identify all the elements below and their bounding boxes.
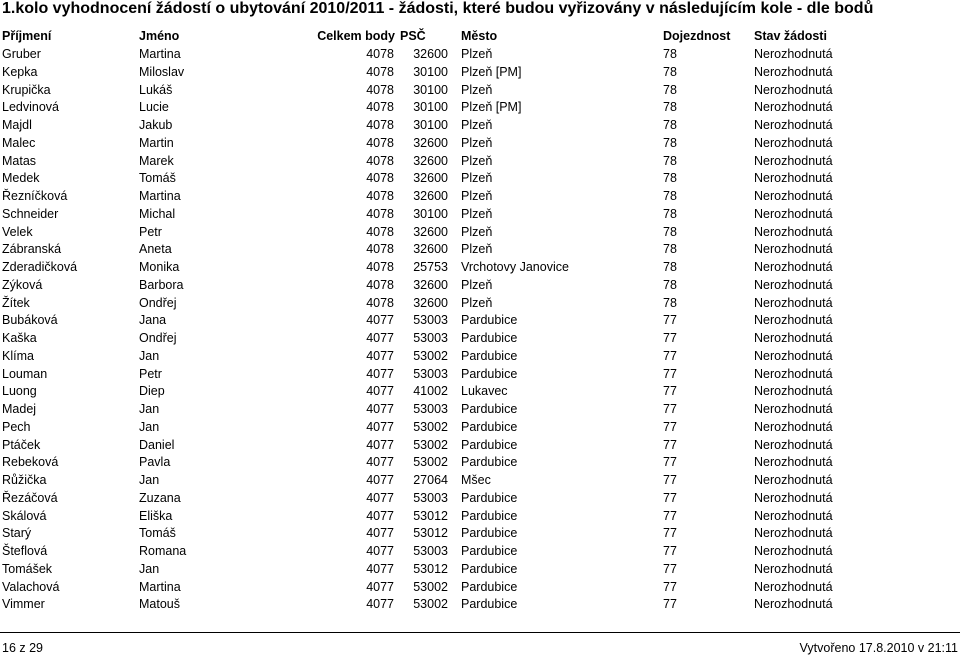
cell-name: Aneta bbox=[139, 242, 172, 257]
cell-city: Plzeň [PM] bbox=[461, 100, 522, 115]
cell-distance: 78 bbox=[663, 47, 677, 61]
cell-status: Nerozhodnutá bbox=[754, 508, 833, 523]
cell-points: 4078 bbox=[366, 206, 394, 221]
cell-name: Jan bbox=[139, 348, 160, 363]
cell-psc: 30100 bbox=[413, 206, 448, 221]
table-row bbox=[0, 561, 960, 579]
cell-name: Marek bbox=[139, 153, 174, 168]
cell-distance: 78 bbox=[663, 153, 677, 168]
cell-distance: 77 bbox=[663, 473, 677, 487]
header-points: Celkem body bbox=[317, 29, 395, 43]
cell-surname: Majdl bbox=[2, 118, 32, 132]
cell-name: Jan bbox=[139, 473, 160, 487]
cell-points: 4077 bbox=[366, 437, 394, 452]
cell-status: Nerozhodnutá bbox=[754, 437, 833, 452]
page-number: 16 z 29 bbox=[2, 641, 44, 655]
table-row bbox=[0, 454, 960, 472]
cell-psc: 32600 bbox=[413, 171, 448, 186]
cell-distance: 78 bbox=[663, 189, 677, 203]
cell-name: Martina bbox=[139, 189, 181, 203]
table-header bbox=[0, 28, 960, 45]
cell-surname: Řezáčová bbox=[2, 490, 58, 505]
cell-city: Pardubice bbox=[461, 366, 518, 381]
cell-psc: 30100 bbox=[413, 100, 448, 115]
cell-distance: 78 bbox=[663, 242, 677, 257]
table-row bbox=[0, 543, 960, 561]
cell-status: Nerozhodnutá bbox=[754, 455, 833, 470]
table-row bbox=[0, 153, 960, 171]
cell-distance: 77 bbox=[663, 508, 677, 523]
table-row bbox=[0, 259, 960, 277]
cell-name: Petr bbox=[139, 366, 162, 381]
cell-city: Pardubice bbox=[461, 561, 518, 576]
cell-name: Jana bbox=[139, 313, 167, 328]
cell-name: Martin bbox=[139, 135, 174, 150]
table-row bbox=[0, 295, 960, 313]
cell-name: Monika bbox=[139, 260, 180, 274]
cell-points: 4077 bbox=[366, 419, 394, 434]
cell-city: Pardubice bbox=[461, 597, 518, 612]
cell-surname: Vimmer bbox=[2, 597, 45, 612]
footer-divider bbox=[0, 632, 960, 633]
cell-name: Martina bbox=[139, 579, 181, 594]
cell-status: Nerozhodnutá bbox=[754, 313, 833, 328]
cell-points: 4078 bbox=[366, 82, 394, 97]
cell-city: Pardubice bbox=[461, 544, 518, 558]
cell-surname: Louman bbox=[2, 366, 48, 381]
cell-distance: 78 bbox=[663, 224, 677, 239]
cell-status: Nerozhodnutá bbox=[754, 295, 833, 310]
table-row bbox=[0, 579, 960, 597]
cell-distance: 78 bbox=[663, 118, 677, 132]
cell-name: Ondřej bbox=[139, 295, 177, 310]
cell-city: Plzeň bbox=[461, 277, 493, 292]
cell-psc: 41002 bbox=[413, 384, 448, 399]
cell-surname: Kaška bbox=[2, 331, 37, 345]
cell-distance: 78 bbox=[663, 260, 677, 274]
cell-city: Plzeň bbox=[461, 47, 493, 61]
table-row bbox=[0, 490, 960, 508]
table-row bbox=[0, 383, 960, 401]
cell-surname: Klíma bbox=[2, 348, 34, 363]
cell-psc: 53002 bbox=[413, 437, 448, 452]
cell-points: 4078 bbox=[366, 224, 394, 239]
cell-city: Plzeň bbox=[461, 82, 493, 97]
cell-name: Michal bbox=[139, 206, 176, 221]
table-row bbox=[0, 596, 960, 614]
cell-points: 4077 bbox=[366, 473, 394, 487]
cell-surname: Zýková bbox=[2, 277, 43, 292]
cell-surname: Ledvinová bbox=[2, 100, 59, 115]
cell-city: Pardubice bbox=[461, 490, 518, 505]
cell-points: 4077 bbox=[366, 508, 394, 523]
cell-distance: 78 bbox=[663, 82, 677, 97]
cell-city: Plzeň bbox=[461, 189, 493, 203]
table-row bbox=[0, 46, 960, 64]
cell-points: 4077 bbox=[366, 331, 394, 345]
cell-points: 4078 bbox=[366, 189, 394, 203]
cell-distance: 77 bbox=[663, 366, 677, 381]
cell-name: Ondřej bbox=[139, 331, 177, 345]
cell-psc: 53012 bbox=[413, 508, 448, 523]
cell-points: 4077 bbox=[366, 490, 394, 505]
cell-status: Nerozhodnutá bbox=[754, 100, 833, 115]
cell-psc: 32600 bbox=[413, 277, 448, 292]
cell-surname: Schneider bbox=[2, 206, 59, 221]
cell-name: Jan bbox=[139, 561, 160, 576]
cell-status: Nerozhodnutá bbox=[754, 118, 833, 132]
cell-points: 4078 bbox=[366, 100, 394, 115]
cell-distance: 77 bbox=[663, 526, 677, 541]
cell-status: Nerozhodnutá bbox=[754, 260, 833, 274]
cell-name: Eliška bbox=[139, 508, 173, 523]
cell-status: Nerozhodnutá bbox=[754, 366, 833, 381]
header-status: Stav žádosti bbox=[754, 29, 827, 43]
table-row bbox=[0, 99, 960, 117]
cell-psc: 32600 bbox=[413, 47, 448, 61]
cell-psc: 32600 bbox=[413, 295, 448, 310]
cell-status: Nerozhodnutá bbox=[754, 277, 833, 292]
cell-surname: Velek bbox=[2, 224, 33, 239]
cell-city: Pardubice bbox=[461, 526, 518, 541]
cell-points: 4078 bbox=[366, 135, 394, 150]
cell-name: Daniel bbox=[139, 437, 175, 452]
cell-psc: 53002 bbox=[413, 419, 448, 434]
cell-name: Miloslav bbox=[139, 64, 185, 79]
cell-distance: 78 bbox=[663, 64, 677, 79]
cell-surname: Medek bbox=[2, 171, 40, 186]
cell-points: 4077 bbox=[366, 597, 394, 612]
cell-distance: 77 bbox=[663, 348, 677, 363]
cell-psc: 32600 bbox=[413, 135, 448, 150]
cell-distance: 77 bbox=[663, 331, 677, 345]
cell-surname: Zábranská bbox=[2, 242, 62, 257]
cell-name: Petr bbox=[139, 224, 162, 239]
cell-name: Martina bbox=[139, 47, 181, 61]
header-surname: Příjmení bbox=[2, 29, 52, 43]
cell-status: Nerozhodnutá bbox=[754, 242, 833, 257]
created-timestamp: Vytvořeno 17.8.2010 v 21:11 bbox=[799, 641, 958, 655]
cell-status: Nerozhodnutá bbox=[754, 135, 833, 150]
cell-name: Jakub bbox=[139, 118, 173, 132]
table-row bbox=[0, 312, 960, 330]
cell-points: 4078 bbox=[366, 153, 394, 168]
cell-surname: Ptáček bbox=[2, 437, 41, 452]
cell-distance: 77 bbox=[663, 597, 677, 612]
cell-distance: 77 bbox=[663, 561, 677, 576]
cell-distance: 78 bbox=[663, 100, 677, 115]
cell-psc: 53003 bbox=[413, 331, 448, 345]
cell-surname: Pech bbox=[2, 419, 31, 434]
cell-points: 4077 bbox=[366, 384, 394, 399]
cell-status: Nerozhodnutá bbox=[754, 419, 833, 434]
cell-psc: 53003 bbox=[413, 490, 448, 505]
cell-points: 4077 bbox=[366, 579, 394, 594]
cell-surname: Žítek bbox=[2, 295, 30, 310]
cell-distance: 77 bbox=[663, 579, 677, 594]
cell-city: Plzeň bbox=[461, 224, 493, 239]
cell-status: Nerozhodnutá bbox=[754, 597, 833, 612]
cell-surname: Zderadičková bbox=[2, 260, 78, 274]
header-psc: PSČ bbox=[400, 29, 426, 43]
cell-distance: 77 bbox=[663, 455, 677, 470]
cell-name: Pavla bbox=[139, 455, 171, 470]
cell-name: Jan bbox=[139, 402, 160, 416]
cell-points: 4077 bbox=[366, 544, 394, 558]
cell-city: Pardubice bbox=[461, 579, 518, 594]
cell-surname: Luong bbox=[2, 384, 37, 399]
cell-points: 4078 bbox=[366, 242, 394, 257]
cell-status: Nerozhodnutá bbox=[754, 206, 833, 221]
cell-status: Nerozhodnutá bbox=[754, 189, 833, 203]
cell-distance: 77 bbox=[663, 544, 677, 558]
table-row bbox=[0, 330, 960, 348]
table-row bbox=[0, 525, 960, 543]
header-city: Město bbox=[461, 29, 498, 43]
cell-points: 4077 bbox=[366, 402, 394, 416]
cell-points: 4078 bbox=[366, 295, 394, 310]
cell-points: 4078 bbox=[366, 277, 394, 292]
table-row bbox=[0, 437, 960, 455]
cell-psc: 53003 bbox=[413, 544, 448, 558]
cell-status: Nerozhodnutá bbox=[754, 561, 833, 576]
cell-distance: 78 bbox=[663, 277, 677, 292]
cell-surname: Řezníčková bbox=[2, 189, 68, 203]
cell-city: Mšec bbox=[461, 473, 491, 487]
cell-psc: 53002 bbox=[413, 597, 448, 612]
cell-status: Nerozhodnutá bbox=[754, 402, 833, 416]
header-distance: Dojezdnost bbox=[663, 29, 731, 43]
table-row bbox=[0, 366, 960, 384]
cell-status: Nerozhodnutá bbox=[754, 544, 833, 558]
cell-status: Nerozhodnutá bbox=[754, 331, 833, 345]
cell-city: Pardubice bbox=[461, 419, 518, 434]
cell-surname: Tomášek bbox=[2, 561, 53, 576]
cell-city: Pardubice bbox=[461, 313, 518, 328]
cell-status: Nerozhodnutá bbox=[754, 64, 833, 79]
cell-distance: 77 bbox=[663, 490, 677, 505]
cell-surname: Matas bbox=[2, 153, 37, 168]
cell-status: Nerozhodnutá bbox=[754, 153, 833, 168]
table-row bbox=[0, 64, 960, 82]
cell-city: Plzeň bbox=[461, 135, 493, 150]
table-body bbox=[0, 46, 960, 614]
cell-name: Romana bbox=[139, 544, 187, 558]
table-row bbox=[0, 135, 960, 153]
cell-points: 4077 bbox=[366, 526, 394, 541]
cell-psc: 32600 bbox=[413, 153, 448, 168]
cell-distance: 77 bbox=[663, 419, 677, 434]
cell-psc: 27064 bbox=[413, 473, 448, 487]
cell-psc: 25753 bbox=[413, 260, 448, 274]
cell-psc: 53003 bbox=[413, 366, 448, 381]
cell-name: Zuzana bbox=[139, 490, 181, 505]
cell-surname: Madej bbox=[2, 402, 37, 416]
cell-status: Nerozhodnutá bbox=[754, 348, 833, 363]
cell-city: Plzeň bbox=[461, 153, 493, 168]
cell-psc: 32600 bbox=[413, 242, 448, 257]
cell-name: Barbora bbox=[139, 277, 184, 292]
table-row bbox=[0, 117, 960, 135]
cell-city: Pardubice bbox=[461, 331, 518, 345]
cell-name: Lukáš bbox=[139, 82, 173, 97]
cell-psc: 30100 bbox=[413, 82, 448, 97]
cell-points: 4078 bbox=[366, 171, 394, 186]
cell-psc: 53002 bbox=[413, 455, 448, 470]
cell-points: 4078 bbox=[366, 64, 394, 79]
cell-city: Plzeň bbox=[461, 295, 493, 310]
cell-points: 4078 bbox=[366, 47, 394, 61]
cell-points: 4077 bbox=[366, 348, 394, 363]
cell-points: 4078 bbox=[366, 118, 394, 132]
cell-surname: Skálová bbox=[2, 508, 47, 523]
cell-name: Diep bbox=[139, 384, 165, 399]
cell-city: Vrchotovy Janovice bbox=[461, 260, 569, 274]
cell-city: Plzeň bbox=[461, 242, 493, 257]
table-row bbox=[0, 170, 960, 188]
cell-name: Tomáš bbox=[139, 526, 176, 541]
table-row bbox=[0, 348, 960, 366]
table-row bbox=[0, 472, 960, 490]
cell-name: Tomáš bbox=[139, 171, 176, 186]
cell-status: Nerozhodnutá bbox=[754, 490, 833, 505]
table-row bbox=[0, 241, 960, 259]
cell-distance: 77 bbox=[663, 437, 677, 452]
table-row bbox=[0, 401, 960, 419]
cell-city: Pardubice bbox=[461, 402, 518, 416]
cell-distance: 78 bbox=[663, 295, 677, 310]
cell-status: Nerozhodnutá bbox=[754, 47, 833, 61]
cell-psc: 30100 bbox=[413, 118, 448, 132]
cell-points: 4077 bbox=[366, 313, 394, 328]
cell-distance: 78 bbox=[663, 206, 677, 221]
cell-status: Nerozhodnutá bbox=[754, 579, 833, 594]
cell-city: Plzeň [PM] bbox=[461, 64, 522, 79]
cell-status: Nerozhodnutá bbox=[754, 224, 833, 239]
header-name: Jméno bbox=[139, 29, 180, 43]
cell-points: 4077 bbox=[366, 455, 394, 470]
cell-distance: 77 bbox=[663, 384, 677, 399]
cell-surname: Kepka bbox=[2, 64, 38, 79]
table-row bbox=[0, 206, 960, 224]
cell-city: Pardubice bbox=[461, 508, 518, 523]
cell-psc: 32600 bbox=[413, 189, 448, 203]
cell-points: 4078 bbox=[366, 260, 394, 274]
cell-psc: 53003 bbox=[413, 313, 448, 328]
table-row bbox=[0, 188, 960, 206]
cell-city: Pardubice bbox=[461, 348, 518, 363]
cell-name: Jan bbox=[139, 419, 160, 434]
cell-distance: 78 bbox=[663, 171, 677, 186]
cell-city: Pardubice bbox=[461, 455, 518, 470]
cell-city: Plzeň bbox=[461, 171, 493, 186]
cell-surname: Starý bbox=[2, 526, 32, 541]
cell-psc: 53003 bbox=[413, 402, 448, 416]
cell-surname: Gruber bbox=[2, 47, 41, 61]
cell-status: Nerozhodnutá bbox=[754, 82, 833, 97]
cell-surname: Růžička bbox=[2, 473, 47, 487]
cell-name: Matouš bbox=[139, 597, 180, 612]
page-title: 1.kolo vyhodnocení žádostí o ubytování 2010/2011 - žádosti, které budou vyřizovány v následujícím kole - dle bodů bbox=[2, 0, 874, 17]
table-row bbox=[0, 419, 960, 437]
table-row bbox=[0, 277, 960, 295]
cell-surname: Rebeková bbox=[2, 455, 59, 470]
cell-surname: Bubáková bbox=[2, 313, 58, 328]
cell-surname: Šteflová bbox=[2, 544, 48, 558]
cell-surname: Krupička bbox=[2, 82, 51, 97]
cell-status: Nerozhodnutá bbox=[754, 473, 833, 487]
cell-points: 4077 bbox=[366, 366, 394, 381]
cell-city: Pardubice bbox=[461, 437, 518, 452]
cell-city: Plzeň bbox=[461, 118, 493, 132]
cell-psc: 53002 bbox=[413, 579, 448, 594]
cell-surname: Malec bbox=[2, 135, 36, 150]
table-row bbox=[0, 82, 960, 100]
cell-psc: 53012 bbox=[413, 526, 448, 541]
cell-status: Nerozhodnutá bbox=[754, 171, 833, 186]
cell-psc: 53012 bbox=[413, 561, 448, 576]
cell-surname: Valachová bbox=[2, 579, 60, 594]
cell-status: Nerozhodnutá bbox=[754, 526, 833, 541]
cell-psc: 30100 bbox=[413, 64, 448, 79]
cell-status: Nerozhodnutá bbox=[754, 384, 833, 399]
cell-points: 4077 bbox=[366, 561, 394, 576]
cell-distance: 78 bbox=[663, 135, 677, 150]
cell-psc: 53002 bbox=[413, 348, 448, 363]
table-row bbox=[0, 508, 960, 526]
cell-city: Plzeň bbox=[461, 206, 493, 221]
cell-name: Lucie bbox=[139, 100, 169, 115]
cell-psc: 32600 bbox=[413, 224, 448, 239]
cell-distance: 77 bbox=[663, 313, 677, 328]
cell-city: Lukavec bbox=[461, 384, 508, 399]
cell-distance: 77 bbox=[663, 402, 677, 416]
table-row bbox=[0, 224, 960, 242]
